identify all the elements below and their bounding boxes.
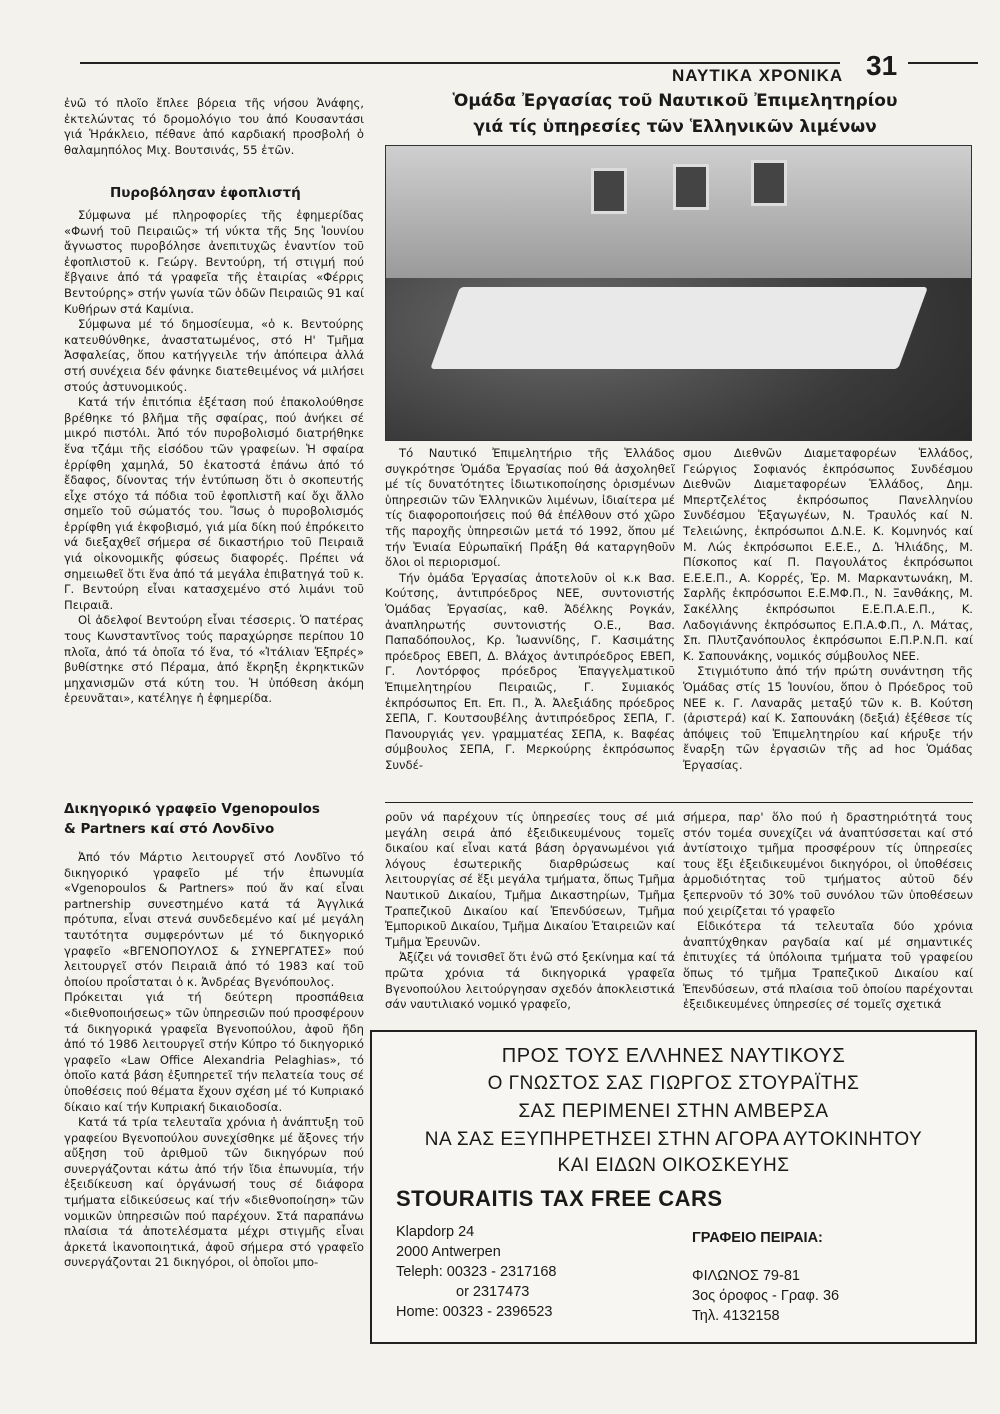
- feature-headline-2: γιά τίς ὑπηρεσίες τῶν Ἑλληνικῶν λιμένων: [473, 117, 877, 137]
- law-title-line-1: Δικηγορικό γραφεῖο Vgenopoulos: [64, 801, 320, 817]
- ad-address-piraeus: [692, 1228, 962, 1326]
- law-cont-col-b: [683, 810, 973, 1013]
- law-cont-a-paragraph-2: Ἀξίζει νά τονισθεῖ ὅτι ἐνῶ στό ξεκίνημα καί τά πρῶτα χρόνια τά δικηγορικά γραφεῖα Βγενοπούλου λειτούργησαν σχεδόν ἀποκλειστικά σάν ναυτιλιακό νομικό γραφεῖο,: [385, 950, 675, 1012]
- law-cont-col-a: [385, 810, 675, 1013]
- ad-right-line-3: Τηλ. 4132158: [692, 1308, 780, 1324]
- feature-b-paragraph-2: Στιγμιότυπο ἀπό τήν πρώτη συνάντηση τῆς Ὁμάδας στίς 15 Ἰουνίου, ὅπου ὁ Πρόεδρος τοῦ ΝΕΕ κ. Γ. Λαναρᾶς μεταξύ τῶν κ. Β. Κούτση (ἀριστερά) καί Κ. Σαπουνάκη (δεξιά) ἐξέθεσε τίς ἀπόψεις τοῦ Ἐπιμελητηρίου καί κήρυξε τήν ἔναρξη τῶν ἐργασιῶν τῆς ad hoc Ὁμάδας Ἐργασίας.: [683, 664, 973, 772]
- law-cont-b-paragraph-2: Εἰδικότερα τά τελευταῖα δύο χρόνια ἀναπτύχθηκαν ραγδαία καί μέ σημαντικές ἐπιτυχίες τά ὑπόλοιπα τμήματα τοῦ γραφείου ὅπως τό τμῆμα Τραπεζικοῦ Δικαίου καί Ἐπενδύσεων, στά πλαίσια τοῦ ὁποίου παρέχονται ἐξειδικευμένες ὑπηρεσίες σέ τομεῖς σχετικά: [683, 919, 973, 1012]
- law-title-line-2: & Partners καί στό Λονδῖνο: [64, 821, 275, 837]
- law-paragraph-3: Κατά τά τρία τελευταῖα χρόνια ἡ ἀνάπτυξη τοῦ γραφείου Βγενοπούλου συνεχίσθηκε μέ ἄξονες τήν αὔξηση τοῦ ἀριθμοῦ τῶν δικηγόρων πού συνεργάζονται κάτω ἀπό τήν ἴδια ἐπωνυμία, τήν ἐξειδίκευση καί ὀργάνωσή τους σέ διάφορα τμήματα εἰδικεύσεως καί τήν «διεθνοποίηση» τῶν νομικῶν ὑπηρεσιῶν πού παρέχουν. Στά παραπάνω πλαίσια τά ἀποτελέσματα μέχρι στιγμῆς εἶναι ἀρκετά ἱκανοποιητικά, ἀφοῦ σήμερα στό γραφεῖο συνεργάζονται 21 δικηγόροι, οἱ ὁποῖοι μπο-: [64, 1115, 364, 1270]
- ad-right-line-1: ΦΙΛΩΝΟΣ 79-81: [692, 1268, 800, 1284]
- ad-left-line-4: or 2317473: [456, 1284, 530, 1300]
- ad-left-line-5: Home: 00323 - 2396523: [396, 1304, 553, 1320]
- feature-col-a: [385, 446, 675, 773]
- ad-left-line-1: Klapdorp 24: [396, 1224, 475, 1240]
- header-rule-right: [908, 62, 978, 64]
- portrait-frame-1: [591, 168, 627, 214]
- ad-right-line-2: 3ος όροφος - Γραφ. 36: [692, 1288, 840, 1304]
- ad-address-antwerp: [396, 1222, 656, 1322]
- law-article: [64, 850, 364, 1271]
- shooting-paragraph-1: Σύμφωνα μέ πληροφορίες τῆς ἐφημερίδας «Φωνή τοῦ Πειραιῶς» τή νύκτα τῆς 5ης Ἰουνίου ἄγνωστος πυροβόλησε ἀνεπιτυχῶς ἐναντίον τοῦ ἐφοπλιστοῦ κ. Γεώργ. Βεντούρη, τή στιγμή πού ἔβγαινε ἀπό τά γραφεῖα τῆς ἑταιρίας «Φέρρις Βεντούρης» στήν γωνία τῶν ὁδῶν Πειραιῶς 91 καί Κυθήρων στά Καμίνια.: [64, 208, 364, 316]
- shooting-title: Πυροβόλησαν ἐφοπλιστή: [110, 185, 301, 201]
- masthead: ΝΑΥΤΙΚΑ ΧΡΟΝΙΚΑ: [672, 66, 844, 85]
- feature-a-paragraph-2: Τήν ὁμάδα Ἐργασίας ἀποτελοῦν οἱ κ.κ Βασ. Κούτσης, ἀντιπρόεδρος ΝΕΕ, συντονιστής Ὁμάδας Ἐργασίας, καθ. Ἀδέλκης Ρογκάν, ἀναπληρωτής συντονιστής Ο.Ε., Βασ. Παπαδόπουλος, Κρ. Ἰωαννίδης, Γ. Κασιμάτης πρόεδρος ΕΒΕΠ, Δ. Βλάχος ἀντιπρόεδρος ΕΒΕΠ, Γ. Λοντόρφος πρόεδρος Ἐπαγγελματικοῦ Ἐπιμελητηρίου Πειραιῶς, Γ. Συμιακός ἐκπρόσωπος Επ. Επ. Π., Ἀ. Ἀλεξιάδης πρόεδρος ΣΕΠΑ, Γ. Κουτσουβέλης ἀντιπρόεδρος ΣΕΠΑ, Γ. Πανουργιάς γεν. γραμματέας ΣΕΠΑ, κ. Βαφέας σύμβουλος ΣΕΠΑ, Γ. Μερκούρης ἐκπρόσωπος Συνδέ-: [385, 570, 675, 772]
- left-intro: [64, 96, 364, 158]
- header-rule-left: [80, 62, 840, 64]
- ad-line-4: ΝΑ ΣΑΣ ΕΞΥΠΗΡΕΤΗΣΕΙ ΣΤΗΝ ΑΓΟΡΑ ΑΥΤΟΚΙΝΗΤΟΥ: [424, 1129, 923, 1150]
- intro-paragraph: ἐνῶ τό πλοῖο ἔπλεε βόρεια τῆς νήσου Ἀνάφης, ἐκτελώντας τό δρομολόγιο του ἀπό Κουσαντάσι γιά Ἡράκλειο, πέθανε ἀπό καρδιακή προσβολή ὁ θαλαμηπόλος Μιχ. Βουτσινάς, 55 ἐτῶν.: [64, 96, 364, 157]
- mid-rule: [385, 802, 973, 803]
- shooting-paragraph-2: Σύμφωνα μέ τό δημοσίευμα, «ὁ κ. Βεντούρης κατευθύνθηκε, ἀναστατωμένος, στό Η' Τμῆμα Ἀσφαλείας, ὅπου κατήγγειλε τήν ἀπόπειρα ἀλλά στή συνέχεια δέν φάνηκε διατεθειμένος νά μιλήσει στούς ἀστυνομικούς.: [64, 317, 364, 394]
- conference-table: [430, 287, 928, 369]
- law-cont-b-paragraph-1: σήμερα, παρ' ὅλο πού ἡ δραστηριότητά τους στόν τομέα συνεχίζει νά ἀναπτύσσεται καί στό ἀντίστοιχο τμῆμα προσφέρουν τίς ὑπηρεσίες τους ἕξι ἐξειδικευμένοι δικηγόροι, οἱ ὑποθέσεις ἁρμοδιότητας τοῦ τμήματος αὐτοῦ δέν ξεπερνοῦν τό 30% τοῦ συνόλου τῶν ὑποθέσεων πού χειρίζεται τό γραφεῖο: [683, 810, 973, 918]
- page-number: 31: [866, 50, 898, 81]
- ad-left-line-3: Teleph: 00323 - 2317168: [396, 1264, 557, 1280]
- shooting-paragraph-3: Κατά τήν ἐπιτόπια ἐξέταση πού ἐπακολούθησε βρέθηκε τό βλῆμα τῆς σφαίρας, πού ἀνήκει σέ μικρό πιστόλι. Ἀπό τόν πυροβολισμό διατρήθηκε ἕνα τζάμι τῆς εἰσόδου τῶν γραφείων. Ἡ σφαίρα ἐρρίφθη χαμηλά, 50 ἑκατοστά ἐπάνω ἀπό τό ἔδαφος, δίνοντας τήν ἐντύπωση ὅτι ὁ σκοπευτής εἶχε στόχο τά πόδια τοῦ ἐφοπλιστῆ καί ὄχι ἄλλο σημεῖο τοῦ σώματός του. Ἴσως ὁ πυροβολισμός ἐρρίφθη γιά ἐκφοβισμό, γιά μία δίκη πού ἐπρόκειτο νά διεξαχθεῖ σήμερα σέ δικαστήριο τοῦ Πειραιᾶ γιά οἰκονομικῆς φύσεως διαφορές. Πρέπει νά σημειωθεῖ ὅτι ἕνα ἀπό τά μεγάλα ἐπιβατηγά τοῦ κ. Γ. Βεντούρη εἶναι κατασχεμένο στό λιμάνι τοῦ Πειραιᾶ.: [64, 395, 364, 612]
- feature-headline-1: Ὁμάδα Ἐργασίας τοῦ Ναυτικοῦ Ἐπιμελητηρίου: [452, 91, 898, 111]
- shooting-paragraph-4: Οἱ ἀδελφοί Βεντούρη εἶναι τέσσερις. Ὁ πατέρας τους Κωνσταντῖνος τούς παραχώρησε περίπου 10 πλοῖα, ἀπό τά ὁποῖα τό ἕνα, τό «Ἰτάλιαν Ἐξπρές» βυθίστηκε στό Πέραμα, ἀπό ἔκρηξη ἐκρηκτικῶν μηχανισμῶν στά κύτη του. Ἡ ὑπόθεση ἀκόμη ἐρευνᾶται», κατέληγε ἡ ἐφημερίδα.: [64, 613, 364, 706]
- feature-col-b: [683, 446, 973, 773]
- meeting-photo: [385, 145, 972, 441]
- ad-line-2: Ο ΓΝΩΣΤΟΣ ΣΑΣ ΓΙΩΡΓΟΣ ΣΤΟΥΡΑΪΤΗΣ: [487, 1073, 860, 1094]
- shooting-article: [64, 208, 364, 707]
- law-paragraph-1: Ἀπό τόν Μάρτιο λειτουργεῖ στό Λονδῖνο τό δικηγορικό γραφεῖο μέ τήν ἐπωνυμία «Vgenopoulos & Partners» πού ἄν καί εἶναι partnership συνεστημένο κατά τά Ἀγγλικά πρότυπα, εἶναι στενά συνδεδεμένο καί μέ μεγάλη ταυτότητα συμφερόντων μέ τό δικηγορικό γραφεῖο «ΒΓΕΝΟΠΟΥΛΟΣ & ΣΥΝΕΡΓΑΤΕΣ» πού λειτουργεῖ στόν Πειραιᾶ ἀπό τό 1983 καί τοῦ ὁποίου προΐσταται ὁ κ. Ἀνδρέας Βγενόπουλος.: [64, 850, 364, 989]
- feature-a-paragraph-1: Τό Ναυτικό Ἐπιμελητήριο τῆς Ἑλλάδος συγκρότησε Ὁμάδα Ἐργασίας πού θά ἀσχοληθεῖ μέ τίς δυνατότητες ἰδιωτικοποίησης ὁρισμένων ὑπηρεσιῶν τῶν Ἑλληνικῶν λιμένων, ἰδιαίτερα μέ τίς διαφοροποιήσεις πού θά ἐπέλθουν στό χῶρο τῆς παροχῆς ὑπηρεσιῶν μετά τό 1992, ὅπου μέ τήν Ἑνιαία Εὐρωπαϊκή Πράξη θά καταργηθοῦν ὅλοι οἱ περιορισμοί.: [385, 446, 675, 570]
- law-cont-a-paragraph-1: ροῦν νά παρέχουν τίς ὑπηρεσίες τους σέ μιά μεγάλη σειρά ἀπό ἐξειδικευμένους τομεῖς δικαίου καί εἶναι κατά βάση ὀργανωμένοι γιά λόγους ἐσωτερικῆς διαρθρώσεως καί λειτουργίας σέ ἕξι μεγάλα τμήματα, ὅπως Τμῆμα Ναυτικοῦ Δικαίου, Τμῆμα Δικαστηρίων, Τμῆμα Τραπεζικοῦ Δικαίου καί Ἐπενδύσεων, Τμῆμα Ἐμπορικοῦ Δικαίου, Τμῆμα Δικαίου Ἑταιρειῶν καί Τμῆμα Ἐρευνῶν.: [385, 810, 675, 949]
- ad-line-5: ΚΑΙ ΕΙΔΩΝ ΟΙΚΟΣΚΕΥΗΣ: [557, 1155, 790, 1176]
- advertisement-box: [370, 1030, 977, 1344]
- portrait-frame-3: [751, 160, 787, 206]
- law-paragraph-2: Πρόκειται γιά τή δεύτερη προσπάθεια «διεθνοποιήσεως» τῶν ὑπηρεσιῶν πού προσφέρουν τά δικηγορικά γραφεῖα Βγενοπούλου, ἀφοῦ ἤδη ἀπό τό 1986 λειτουργεῖ στήν Κύπρο τό δικηγορικό γραφεῖο «Law Office Alexandria Pelaghias», τό ὁποῖο κατά βάση ἐξυπηρετεῖ τήν πελατεία τους σέ ὑποθέσεις πού θέματα ἔχουν σχέση μέ τό Κυπριακό δίκαιο καί τήν Κυπριακή δικαιοδοσία.: [64, 990, 364, 1114]
- ad-brand: STOURAITIS TAX FREE CARS: [396, 1186, 723, 1211]
- ad-line-3: ΣΑΣ ΠΕΡΙΜΕΝΕΙ ΣΤΗΝ ΑΜΒΕΡΣΑ: [518, 1101, 829, 1122]
- ad-right-title: ΓΡΑΦΕΙΟ ΠΕΙΡΑΙΑ:: [692, 1230, 823, 1246]
- feature-b-paragraph-1: σμου Διεθνῶν Διαμεταφορέων Ἑλλάδος, Γεώργιος Σοφιανός ἐκπρόσωπος Συνδέσμου Διεθνῶν Διαμεταφορέων Ἑλλάδος, Δημ. Μπερτζελέτος ἐκπρόσωπος Πανελληνίου Συνδέσμου Ἐξαγωγέων, Ν. Τραυλός καί Ν. Τελειώνης, ἐκπρόσωποι Δ.Ν.Ε. Κ. Κομνηνός καί Μ. Λώς ἐκπρόσωποι Ε.Ε.Ε., Δ. Ἠλιάδης, Μ. Πίσκοπος καί Π. Παγουλάτος ἐκπρόσωποι Ε.Ε.Ε.Π., Α. Κορρές, Ἐρ. Μ. Μαρκαντωνάκη, Μ. Σαρλῆς ἐκπρόσωποι Ε.Ε.ΜΦ.Π., Ν. Ξανθάκης, Μ. Σακέλλης ἐκπρόσωποι Ε.Ε.Π.Α.Ε.Π., Κ. Λαδογιάννης ἐκπρόσωπος Ε.Π.Α.Φ.Π., Λ. Μάτας, Σπ. Πλυτζανόπουλος ἐκπρόσωποι Ε.Π.Ρ.Ν.Π. καί Κ. Σαπουνάκης, νομικός σύμβουλος ΝΕΕ.: [683, 446, 973, 663]
- portrait-frame-2: [673, 164, 709, 210]
- ad-left-line-2: 2000 Antwerpen: [396, 1244, 501, 1260]
- ad-line-1: ΠΡΟΣ ΤΟΥΣ ΕΛΛΗΝΕΣ ΝΑΥΤΙΚΟΥΣ: [501, 1045, 846, 1067]
